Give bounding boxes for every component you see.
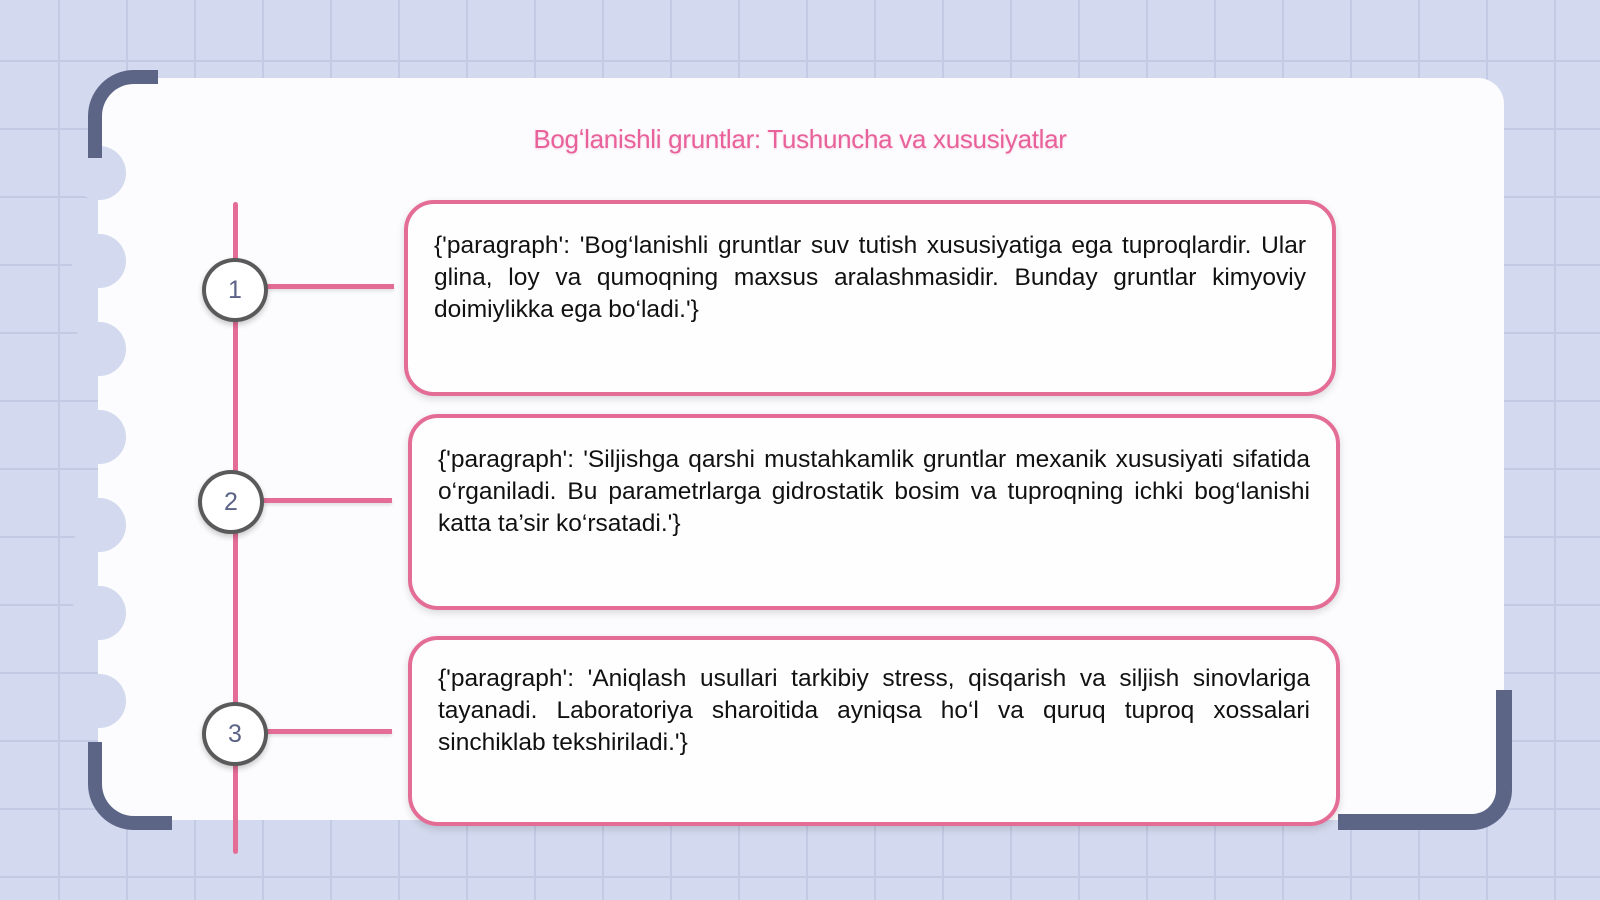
timeline-connector (266, 729, 392, 734)
page-notch (72, 410, 126, 464)
page-notch (72, 674, 126, 728)
page-notch (72, 322, 126, 376)
timeline-card-text: {'paragraph': 'Bog‘lanishli gruntlar suv tutish xususiyatiga ega tuproqlardir. Ular glina, loy va qumoqning maxsus aralashmasidir. Bunday gruntlar kimyoviy doimiylikka ega bo‘ladi.'} (434, 232, 1306, 323)
timeline-connector (266, 284, 394, 289)
timeline-card-2 (408, 414, 1340, 610)
page-notch (72, 586, 126, 640)
frame-corner-bottom-right (1338, 690, 1512, 830)
page-notch (72, 234, 126, 288)
timeline-card-text: {'paragraph': 'Aniqlash usullari tarkibiy stress, qisqarish va siljish sinovlariga tayanadi. Laboratoriya sharoitida ayniqsa ho‘l va quruq tuproq xossalari sinchiklab tekshiriladi.'} (438, 665, 1310, 756)
timeline-card-3 (408, 636, 1340, 826)
timeline-connector (262, 498, 392, 503)
step-number-2: 2 (198, 470, 264, 534)
slide-title: Bogʻlanishli gruntlar: Tushuncha va xususiyatlar (533, 124, 1067, 154)
timeline-card-text: {'paragraph': 'Siljishga qarshi mustahkamlik gruntlar mexanik xususiyati sifatida o‘rganiladi. Bu parametrlarga gidrostatik bosim va tuproqning ichki bog‘lanishi katta ta’sir ko‘rsatadi.'} (438, 446, 1310, 537)
page-notch (72, 498, 126, 552)
timeline-card-1 (404, 200, 1336, 396)
step-number-3: 3 (202, 702, 268, 766)
step-number-1: 1 (202, 258, 268, 322)
frame-corner-bottom-left (88, 742, 172, 830)
